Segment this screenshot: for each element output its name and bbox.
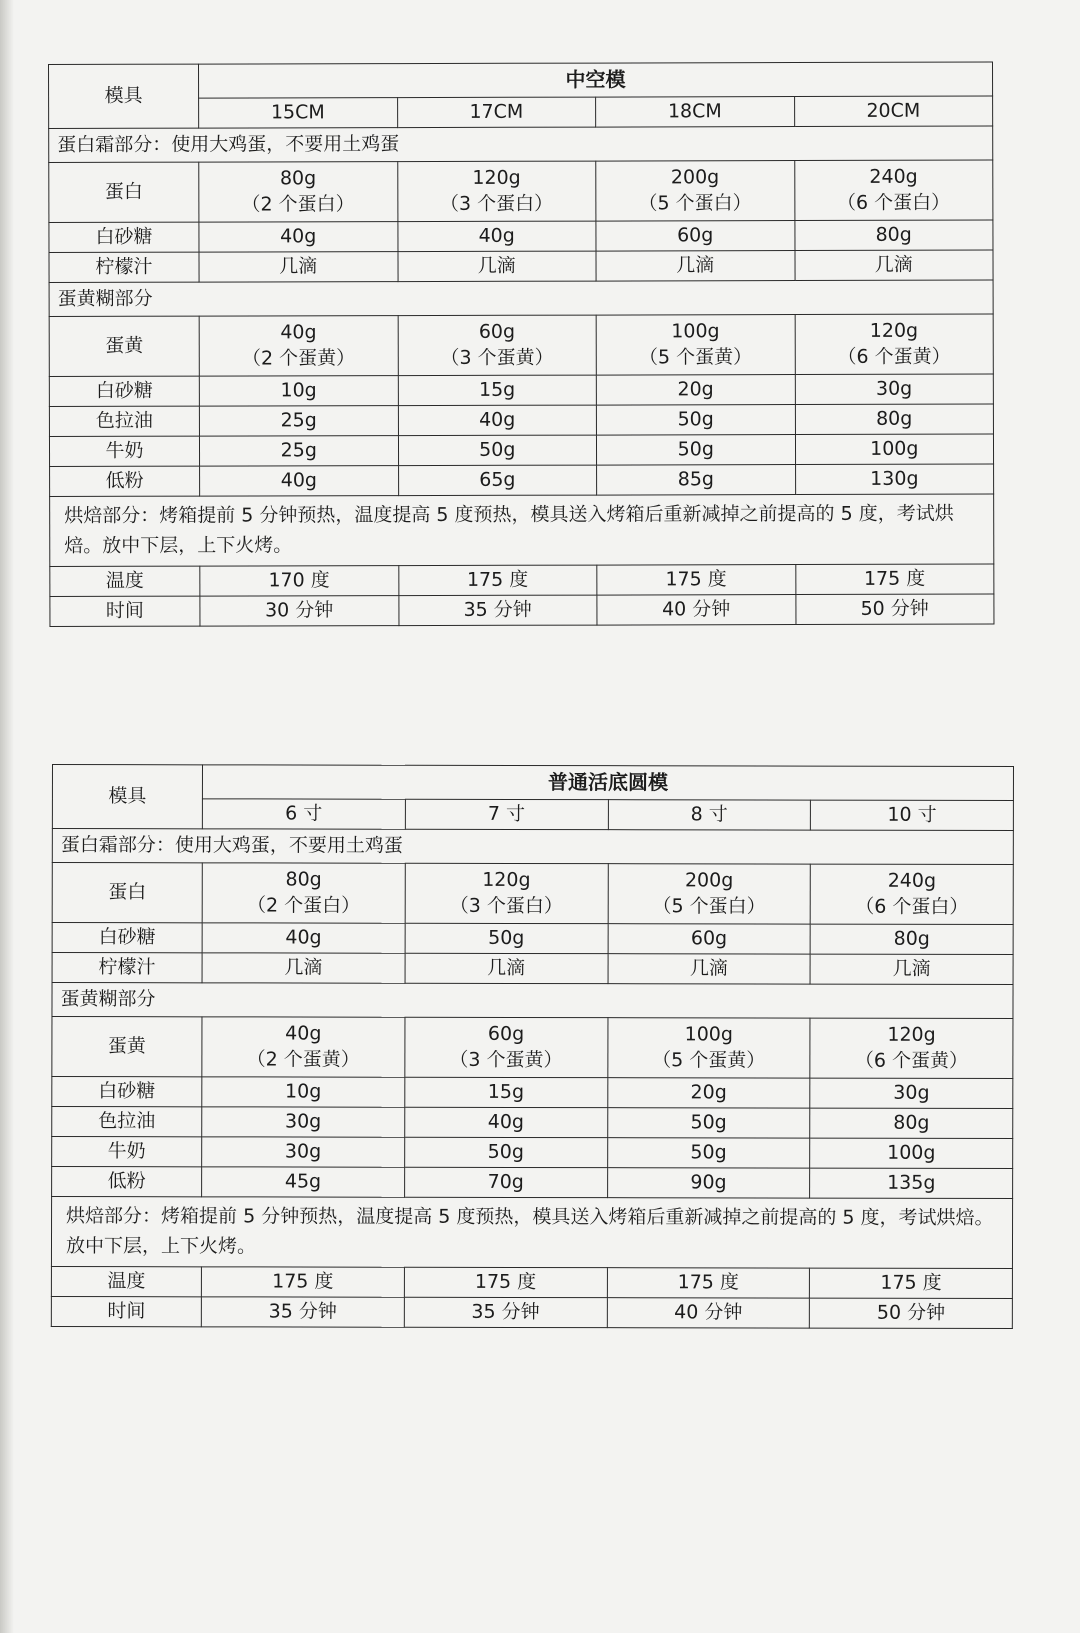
- value-line: 40g: [280, 321, 317, 344]
- value-line: 120g: [472, 166, 521, 189]
- value-line: 100g: [684, 1023, 733, 1046]
- value-cell: [199, 376, 398, 407]
- value-line: 30 分钟: [265, 598, 334, 622]
- baking-note-text: 烘焙部分：烤箱提前 5 分钟预热，温度提高 5 度预热，模具送入烤箱后重新减掉之前提高的 5 度，考试烘焙。放中下层，上下火烤。: [50, 494, 994, 566]
- value-line: 80g: [875, 223, 912, 246]
- value-line: 80g: [279, 167, 317, 190]
- value-line: 80g: [893, 1111, 930, 1134]
- value-cell: [405, 1077, 608, 1107]
- table-row: [52, 923, 1013, 955]
- value-line: 45g: [284, 1170, 322, 1193]
- value-line: 25g: [280, 438, 317, 462]
- value-line: 35 分钟: [471, 1300, 540, 1323]
- value-line: 40g: [478, 224, 515, 247]
- value-cell: [397, 221, 596, 252]
- value-cell: [404, 1297, 607, 1327]
- table-row: [49, 160, 993, 222]
- row-label: 柠檬汁: [52, 953, 202, 983]
- row-label: 时间: [51, 1296, 201, 1326]
- value-cell: [596, 221, 795, 252]
- meringue-section-text: 蛋白霜部分：使用大鸡蛋，不要用土鸡蛋: [52, 829, 1013, 865]
- size-cell: 18CM: [596, 97, 795, 128]
- batter-section: [52, 983, 1013, 1019]
- batter-section-text: 蛋黄糊部分: [52, 983, 1013, 1019]
- value-line: 20g: [677, 377, 714, 401]
- baking-note: [51, 1197, 1012, 1269]
- value-line: 60g: [677, 223, 714, 247]
- row-label: 时间: [50, 596, 200, 626]
- value-line: 200g: [684, 869, 734, 892]
- value-cell: [794, 250, 993, 281]
- value-cell: [596, 405, 795, 436]
- value-line: 几滴: [487, 956, 526, 979]
- value-cell: [607, 1138, 810, 1168]
- row-label: 牛奶: [49, 436, 199, 466]
- size-cell: 15CM: [199, 98, 398, 129]
- value-line: （5 个蛋白）: [638, 191, 752, 214]
- row-label: 低粉: [50, 466, 200, 496]
- value-line: 135g: [887, 1171, 936, 1194]
- value-line: 80g: [893, 927, 930, 950]
- value-cell: [795, 564, 994, 595]
- value-line: 几滴: [676, 253, 715, 277]
- value-line: 240g: [887, 869, 937, 892]
- value-line: 60g: [487, 1022, 525, 1045]
- value-line: 40g: [280, 224, 317, 248]
- value-cell: [810, 924, 1013, 954]
- header-row: [49, 62, 993, 98]
- page-edge-shadow: [0, 0, 14, 1633]
- value-line: 30g: [284, 1110, 322, 1133]
- row-label: 白砂糖: [49, 222, 199, 252]
- table-row: [51, 1296, 1012, 1328]
- value-line: 50g: [488, 926, 525, 949]
- value-cell: [607, 1168, 810, 1198]
- value-line: 120g: [482, 868, 531, 891]
- table-row: [52, 1017, 1013, 1079]
- value-cell: [398, 315, 597, 376]
- value-cell: [607, 1268, 810, 1298]
- value-line: 30g: [284, 1140, 322, 1163]
- meringue-section: [49, 126, 993, 162]
- value-line: 80g: [285, 868, 322, 891]
- value-cell: [795, 314, 994, 375]
- value-line: 90g: [690, 1171, 727, 1194]
- value-cell: [795, 434, 994, 465]
- table-row: [49, 314, 993, 376]
- value-line: 80g: [876, 407, 913, 430]
- recipe-table-round-mold: [51, 764, 1014, 1329]
- value-cell: [810, 1138, 1013, 1168]
- value-line: 50g: [479, 438, 516, 461]
- value-cell: [200, 466, 399, 497]
- value-line: 40 分钟: [662, 597, 731, 621]
- value-line: 200g: [670, 166, 720, 189]
- value-cell: [398, 565, 597, 596]
- size-cell: 10 寸: [811, 800, 1014, 830]
- value-cell: [202, 1137, 405, 1167]
- baking-note: [50, 494, 994, 566]
- table-row: [50, 464, 994, 496]
- value-line: 60g: [690, 927, 728, 950]
- header-row: [52, 765, 1013, 801]
- value-line: （2 个蛋黄）: [241, 346, 356, 369]
- value-line: 15g: [487, 1080, 525, 1103]
- row-label: 色拉油: [52, 1107, 202, 1137]
- value-cell: [607, 1108, 810, 1138]
- value-cell: [607, 1078, 810, 1108]
- value-cell: [810, 1108, 1013, 1138]
- table-row: [52, 1077, 1013, 1109]
- row-label: 色拉油: [49, 406, 199, 436]
- value-line: 70g: [487, 1170, 524, 1193]
- row-label: 白砂糖: [52, 1077, 202, 1107]
- value-cell: [404, 1167, 607, 1197]
- value-line: 50g: [677, 407, 714, 431]
- value-line: 85g: [677, 467, 714, 491]
- value-line: （5 个蛋白）: [652, 894, 766, 917]
- value-line: 几滴: [279, 254, 318, 278]
- baking-note-text: 烘焙部分：烤箱提前 5 分钟预热，温度提高 5 度预热，模具送入烤箱后重新减掉之前提高的 5 度，考试烘焙。放中下层，上下火烤。: [51, 1197, 1012, 1269]
- value-line: 50 分钟: [860, 597, 929, 620]
- value-cell: [202, 1107, 405, 1137]
- value-cell: [795, 594, 994, 625]
- value-cell: [810, 1168, 1013, 1198]
- table-row: [51, 1267, 1012, 1299]
- value-line: 175 度: [272, 1270, 334, 1293]
- value-cell: [608, 924, 811, 954]
- row-label: 柠檬汁: [49, 252, 199, 282]
- value-cell: [810, 1018, 1013, 1078]
- value-line: （3 个蛋黄）: [440, 346, 554, 369]
- row-label: 温度: [50, 566, 200, 596]
- value-line: 50g: [690, 1111, 727, 1134]
- value-line: 175 度: [880, 1271, 942, 1294]
- table-row: [52, 1167, 1013, 1199]
- value-cell: [405, 863, 608, 923]
- value-cell: [608, 864, 811, 924]
- value-line: 175 度: [677, 1270, 739, 1294]
- value-line: 40g: [285, 926, 322, 949]
- value-cell: [810, 1078, 1013, 1108]
- value-line: （3 个蛋黄）: [449, 1048, 563, 1071]
- value-cell: [810, 954, 1013, 984]
- value-cell: [607, 1298, 810, 1328]
- value-cell: [810, 864, 1013, 924]
- value-line: 50g: [677, 437, 714, 461]
- row-label: 低粉: [52, 1167, 202, 1197]
- value-cell: [398, 465, 597, 496]
- value-cell: [607, 1018, 810, 1078]
- value-line: 175 度: [863, 567, 926, 590]
- value-cell: [596, 435, 795, 466]
- table-row: [52, 1137, 1013, 1169]
- table-row: [50, 594, 994, 626]
- value-line: （3 个蛋白）: [449, 894, 563, 917]
- value-line: 50 分钟: [876, 1301, 946, 1324]
- value-line: （6 个蛋白）: [837, 191, 951, 214]
- value-line: 130g: [870, 467, 919, 490]
- value-line: （2 个蛋白）: [241, 192, 355, 215]
- value-cell: [201, 1267, 404, 1297]
- value-cell: [398, 405, 597, 436]
- batter-section-text: 蛋黄糊部分: [49, 280, 993, 316]
- value-line: 30g: [875, 377, 913, 400]
- value-cell: [795, 464, 994, 495]
- value-cell: [404, 1137, 607, 1167]
- value-cell: [199, 162, 398, 223]
- table-row: [52, 863, 1013, 925]
- value-line: 240g: [869, 165, 918, 188]
- table-row: [52, 953, 1013, 985]
- size-cell: 7 寸: [405, 799, 608, 829]
- value-cell: [596, 375, 795, 406]
- value-line: （2 个蛋白）: [246, 893, 361, 917]
- meringue-section: [52, 829, 1013, 865]
- value-line: （2 个蛋黄）: [246, 1047, 360, 1071]
- value-line: 20g: [690, 1081, 727, 1104]
- value-cell: [199, 436, 398, 467]
- batter-section: [49, 280, 993, 316]
- value-line: 170 度: [268, 568, 330, 592]
- value-line: 50g: [690, 1141, 727, 1164]
- value-cell: [404, 1267, 607, 1297]
- table-row: [49, 250, 993, 282]
- value-line: （6 个蛋黄）: [837, 345, 951, 368]
- value-line: 几滴: [284, 956, 323, 979]
- value-cell: [202, 1017, 405, 1077]
- value-line: 10g: [285, 1080, 322, 1103]
- value-cell: [795, 374, 994, 405]
- value-line: 50g: [487, 1140, 524, 1163]
- table-row: [49, 434, 993, 466]
- value-cell: [200, 596, 399, 627]
- table-row: [49, 404, 993, 436]
- size-cell: 6 寸: [202, 799, 405, 829]
- value-cell: [199, 252, 398, 283]
- value-line: 35 分钟: [268, 1300, 337, 1323]
- row-label: 蛋白: [52, 863, 202, 923]
- value-cell: [202, 1077, 405, 1107]
- value-line: 175 度: [665, 567, 727, 591]
- value-cell: [405, 1017, 608, 1077]
- value-cell: [810, 1298, 1013, 1328]
- value-cell: [794, 220, 993, 251]
- value-cell: [201, 1297, 404, 1327]
- value-line: 35 分钟: [463, 598, 532, 621]
- value-line: 10g: [280, 378, 317, 402]
- recipe-table-hollow-mold: [48, 62, 994, 627]
- row-label: 白砂糖: [52, 923, 202, 953]
- value-cell: [398, 595, 597, 626]
- value-line: 60g: [478, 320, 516, 343]
- meringue-section-text: 蛋白霜部分：使用大鸡蛋，不要用土鸡蛋: [49, 126, 993, 162]
- value-line: 40g: [487, 1110, 525, 1133]
- row-label: 牛奶: [52, 1137, 202, 1167]
- value-line: 65g: [479, 468, 516, 491]
- value-line: 几滴: [874, 253, 913, 276]
- value-cell: [200, 566, 399, 597]
- mold-label: 模具: [52, 765, 202, 829]
- value-line: 40 分钟: [674, 1300, 743, 1324]
- value-line: 几滴: [477, 254, 516, 277]
- value-cell: [199, 316, 398, 377]
- table-row: [52, 1107, 1013, 1139]
- value-line: 100g: [887, 1141, 936, 1164]
- row-label: 白砂糖: [49, 376, 199, 406]
- value-line: （6 个蛋白）: [855, 895, 969, 918]
- value-cell: [202, 953, 405, 983]
- size-cell: 17CM: [397, 97, 596, 128]
- value-cell: [398, 435, 597, 466]
- value-cell: [596, 161, 795, 222]
- value-line: （5 个蛋黄）: [652, 1048, 766, 1071]
- value-line: 120g: [869, 319, 919, 342]
- value-cell: [794, 160, 993, 221]
- value-cell: [597, 465, 796, 496]
- value-cell: [404, 1107, 607, 1137]
- mold-name: 中空模: [199, 62, 993, 98]
- value-cell: [405, 953, 608, 983]
- value-cell: [397, 161, 596, 222]
- value-line: （6 个蛋黄）: [854, 1049, 969, 1072]
- row-label: 蛋白: [49, 162, 199, 222]
- table-row: [49, 220, 993, 252]
- value-line: 几滴: [689, 957, 728, 980]
- value-line: 40g: [285, 1022, 322, 1045]
- mold-label: 模具: [49, 64, 199, 128]
- value-cell: [596, 251, 795, 282]
- value-cell: [608, 954, 811, 984]
- value-line: 100g: [671, 320, 720, 343]
- value-cell: [596, 315, 795, 376]
- row-label: 蛋黄: [52, 1017, 202, 1077]
- value-cell: [810, 1268, 1013, 1298]
- value-cell: [597, 595, 796, 626]
- value-line: 40g: [479, 408, 516, 431]
- value-line: 几滴: [892, 957, 931, 980]
- value-cell: [199, 406, 398, 437]
- value-cell: [398, 375, 597, 406]
- value-line: 120g: [887, 1023, 936, 1046]
- value-line: 25g: [280, 408, 317, 432]
- table-row: [50, 564, 994, 596]
- row-label: 温度: [51, 1267, 201, 1297]
- value-line: 15g: [478, 378, 516, 401]
- value-cell: [202, 923, 405, 953]
- value-cell: [202, 1167, 405, 1197]
- value-cell: [199, 222, 398, 253]
- mold-name: 普通活底圆模: [202, 765, 1013, 801]
- value-line: （3 个蛋白）: [440, 192, 554, 215]
- value-cell: [795, 404, 994, 435]
- value-line: 175 度: [474, 1270, 537, 1293]
- value-line: 40g: [280, 468, 317, 492]
- row-label: 蛋黄: [49, 316, 199, 376]
- value-line: （5 个蛋黄）: [638, 345, 753, 368]
- size-cell: 8 寸: [608, 800, 811, 830]
- table-row: [49, 374, 993, 406]
- value-cell: [202, 863, 405, 923]
- value-cell: [397, 251, 596, 282]
- value-line: 175 度: [466, 568, 529, 591]
- value-cell: [597, 565, 796, 596]
- value-line: 100g: [870, 437, 919, 460]
- value-line: 30g: [893, 1081, 930, 1104]
- value-cell: [405, 923, 608, 953]
- size-cell: 20CM: [794, 96, 993, 127]
